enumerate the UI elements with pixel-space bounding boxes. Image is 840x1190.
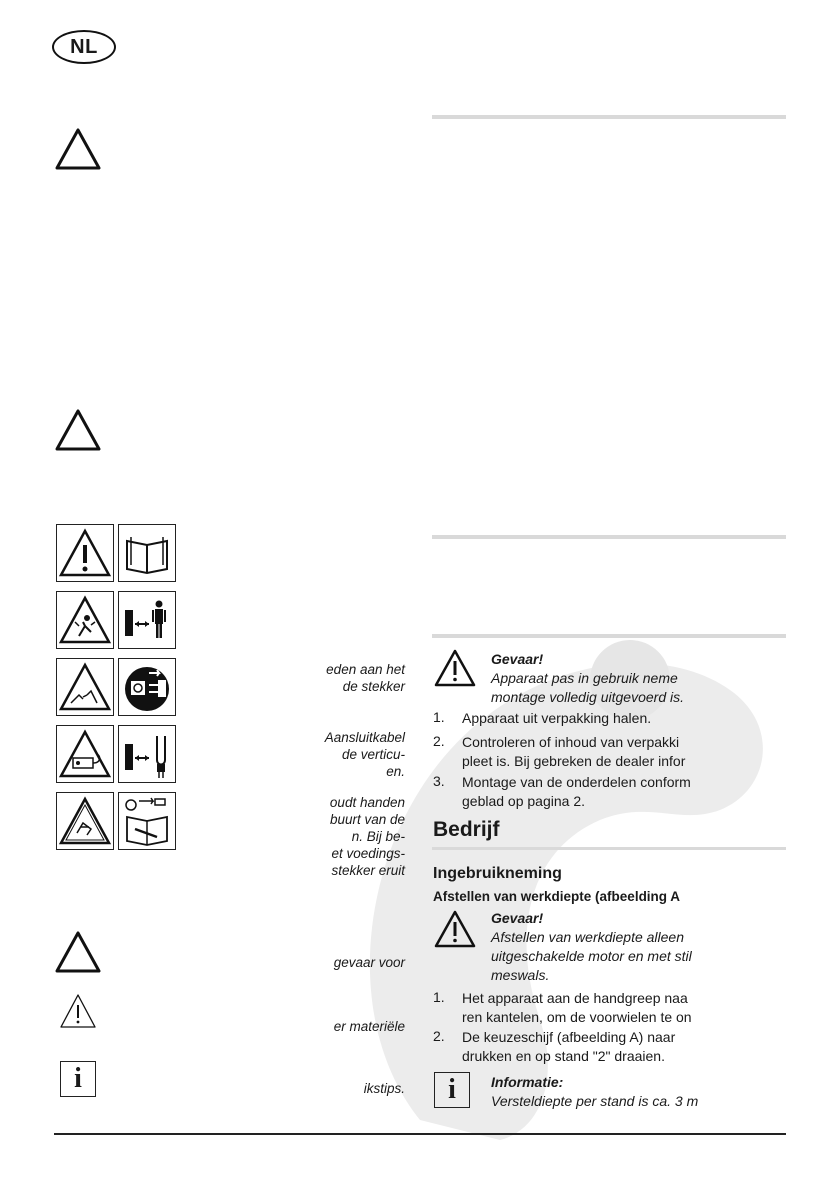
cable-hazard-icon bbox=[56, 725, 114, 783]
step-text bbox=[462, 733, 685, 771]
snippet-line: buurt van de bbox=[329, 812, 405, 827]
section-divider bbox=[432, 634, 786, 638]
subsubsection-heading: Afstellen van werkdiepte (afbeelding A bbox=[433, 889, 681, 904]
step-line: Apparaat uit verpakking halen. bbox=[462, 710, 652, 726]
warning-block bbox=[491, 650, 684, 707]
left-text-snippet bbox=[326, 661, 405, 695]
warning-line: montage volledig uitgevoerd is. bbox=[491, 689, 685, 705]
snippet-line: de verticu- bbox=[341, 747, 405, 762]
snippet-line: oudt handen bbox=[329, 795, 405, 810]
snippet-line: er materiële bbox=[333, 1019, 405, 1034]
left-text-snippet bbox=[325, 729, 405, 780]
subsection-heading: Ingebruikneming bbox=[433, 865, 562, 882]
rotating-blades-icon bbox=[56, 792, 114, 850]
keep-distance-icon bbox=[118, 591, 176, 649]
warning-symbol-icon bbox=[56, 524, 114, 582]
warning-title: Gevaar! bbox=[491, 651, 544, 667]
step-line: Montage van de onderdelen conform bbox=[462, 774, 691, 790]
danger-triangle-icon bbox=[433, 648, 477, 688]
snippet-line: n. Bij be- bbox=[351, 829, 405, 844]
info-block bbox=[491, 1073, 698, 1111]
caution-triangle-icon bbox=[58, 992, 98, 1030]
section-divider bbox=[432, 847, 786, 850]
step-text bbox=[462, 1028, 675, 1066]
read-manual-icon bbox=[118, 524, 176, 582]
section-divider bbox=[432, 535, 786, 539]
step-number: 2. bbox=[433, 1028, 445, 1044]
info-icon: i bbox=[60, 1061, 96, 1097]
step-line: ren kantelen, om de voorwielen te on bbox=[462, 1009, 692, 1025]
snippet-line: et voedings- bbox=[331, 846, 405, 861]
damaged-cable-icon bbox=[56, 658, 114, 716]
language-badge bbox=[52, 30, 116, 64]
step-line: drukken en op stand "2" draaien. bbox=[462, 1048, 665, 1064]
warning-line: Apparaat pas in gebruik neme bbox=[491, 670, 678, 686]
snippet-line: ikstips. bbox=[363, 1081, 405, 1096]
snippet-line: Aansluitkabel bbox=[324, 730, 405, 745]
warning-title: Gevaar! bbox=[491, 910, 544, 926]
danger-triangle-icon bbox=[433, 909, 477, 949]
section-heading: Bedrijf bbox=[433, 818, 500, 841]
flying-objects-icon bbox=[56, 591, 114, 649]
info-text: Versteldiepte per stand is ca. 3 m bbox=[491, 1093, 699, 1109]
snippet-line: gevaar voor bbox=[333, 955, 405, 970]
step-text bbox=[462, 709, 651, 728]
snippet-line: de stekker bbox=[342, 679, 405, 694]
step-line: Het apparaat aan de handgreep naa bbox=[462, 990, 688, 1006]
left-text-snippet bbox=[334, 1018, 405, 1035]
maintenance-manual-icon bbox=[118, 792, 176, 850]
language-badge-label: NL bbox=[70, 35, 98, 58]
step-text bbox=[462, 989, 692, 1027]
step-line: pleet is. Bij gebreken de dealer infor bbox=[462, 753, 686, 769]
step-text bbox=[462, 773, 691, 811]
step-line: Controleren of inhoud van verpakki bbox=[462, 734, 680, 750]
warning-triangle-icon bbox=[54, 127, 102, 171]
snippet-line: stekker eruit bbox=[331, 863, 405, 878]
danger-triangle-icon bbox=[54, 930, 102, 974]
step-line: De keuzeschijf (afbeelding A) naar bbox=[462, 1029, 676, 1045]
step-line: geblad op pagina 2. bbox=[462, 793, 585, 809]
left-text-snippet bbox=[330, 794, 405, 879]
left-text-snippet bbox=[334, 954, 405, 971]
section-divider bbox=[432, 115, 786, 119]
warning-block bbox=[491, 909, 692, 985]
snippet-line: eden aan het bbox=[326, 662, 405, 677]
warning-line: uitgeschakelde motor en met stil bbox=[491, 948, 692, 964]
step-number: 1. bbox=[433, 989, 445, 1005]
snippet-line: en. bbox=[386, 764, 405, 779]
step-number: 3. bbox=[433, 773, 445, 789]
step-number: 1. bbox=[433, 709, 445, 725]
step-number: 2. bbox=[433, 733, 445, 749]
footer-rule bbox=[54, 1133, 786, 1135]
warning-line: meswals. bbox=[491, 967, 550, 983]
warning-triangle-icon bbox=[54, 408, 102, 452]
warning-line: Afstellen van werkdiepte alleen bbox=[491, 929, 685, 945]
unplug-icon bbox=[118, 658, 176, 716]
info-title: Informatie: bbox=[491, 1074, 564, 1090]
left-text-snippet bbox=[364, 1080, 405, 1097]
info-icon: i bbox=[434, 1072, 470, 1108]
cable-distance-icon bbox=[118, 725, 176, 783]
